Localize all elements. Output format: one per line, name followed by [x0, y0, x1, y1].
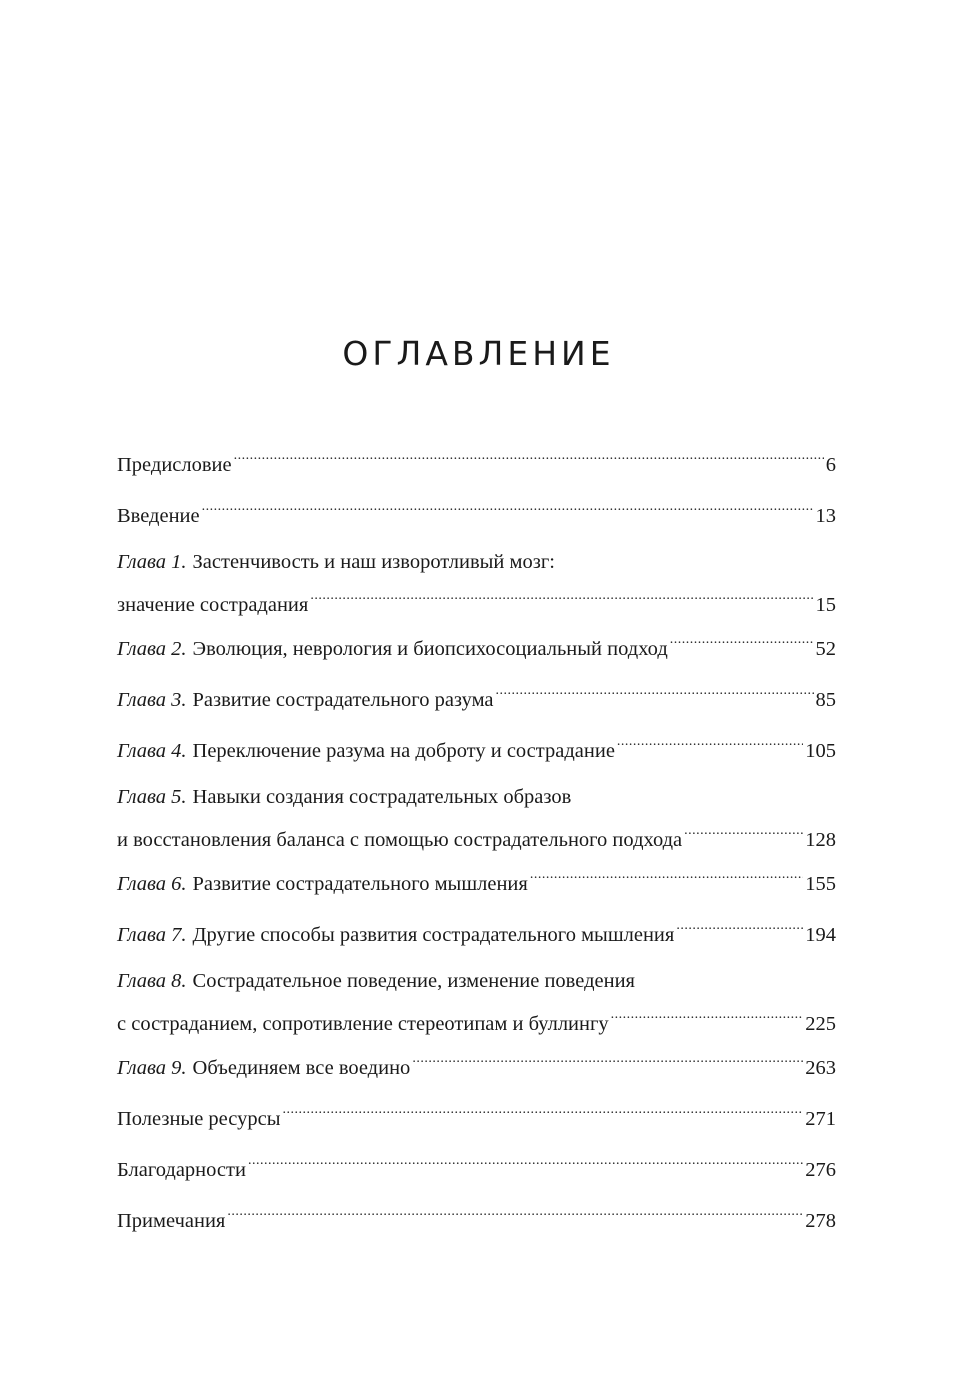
toc-line	[117, 676, 836, 714]
toc-line	[117, 1044, 836, 1082]
chapter-label: Глава 3.	[117, 689, 187, 711]
chapter-label: Глава 1.	[117, 551, 187, 573]
page-number: 6	[825, 454, 836, 476]
dot-leader	[611, 1000, 804, 1030]
toc-entry-title: с состраданием, сопротивление стереотипам и буллингу	[117, 1013, 609, 1035]
chapter-label: Глава 7.	[117, 924, 187, 946]
toc-line	[117, 1146, 836, 1184]
page-number: 225	[805, 1013, 836, 1035]
toc-entry-title: Развитие сострадательного разума	[192, 689, 494, 711]
toc-entry[interactable]	[117, 727, 836, 765]
toc-entry-title: Переключение разума на доброту и сострадание	[192, 740, 615, 762]
toc-entry-title: Примечания	[117, 1210, 226, 1232]
toc-line	[117, 581, 836, 616]
page-number: 85	[815, 689, 836, 711]
dot-leader	[412, 1044, 803, 1074]
toc-entry-title: Застенчивость и наш изворотливый мозг:	[192, 551, 555, 573]
page-title: ОГЛАВЛЕНИЕ	[342, 334, 615, 373]
toc-entry-title: Благодарности	[117, 1159, 246, 1181]
page-number: 194	[805, 924, 836, 946]
dot-leader	[234, 441, 824, 471]
toc-entry[interactable]	[117, 441, 836, 479]
toc-entry-title: Другие способы развития сострадательного мышления	[192, 924, 675, 946]
toc-entry[interactable]	[117, 625, 836, 663]
toc-entry[interactable]	[117, 1044, 836, 1082]
page-number: 52	[815, 638, 836, 660]
toc-line	[117, 492, 836, 530]
toc-entry[interactable]	[117, 860, 836, 898]
toc-entry-title: значение сострадания	[117, 594, 309, 616]
dot-leader	[283, 1095, 804, 1125]
page-number: 13	[815, 505, 836, 527]
page-number: 278	[805, 1210, 836, 1232]
dot-leader	[248, 1146, 803, 1176]
page-number: 263	[805, 1057, 836, 1079]
toc-line	[117, 625, 836, 663]
toc-entry-title: Полезные ресурсы	[117, 1108, 281, 1130]
toc-line	[117, 816, 836, 851]
chapter-label: Глава 4.	[117, 740, 187, 762]
toc-line	[117, 778, 836, 816]
toc-entry[interactable]	[117, 1146, 836, 1184]
toc-line	[117, 962, 836, 1000]
toc-entry[interactable]	[117, 492, 836, 530]
toc-entry[interactable]	[117, 1095, 836, 1133]
page-number: 276	[805, 1159, 836, 1181]
toc-line	[117, 911, 836, 949]
page-number: 105	[805, 740, 836, 762]
toc-entry-title: Развитие сострадательного мышления	[192, 873, 528, 895]
toc-line	[117, 1095, 836, 1133]
dot-leader	[684, 816, 803, 846]
toc-entry-title: Введение	[117, 505, 200, 527]
toc-line	[117, 441, 836, 479]
dot-leader	[617, 727, 803, 757]
toc-entry[interactable]	[117, 962, 836, 1035]
toc-line	[117, 727, 836, 765]
toc-entry[interactable]	[117, 543, 836, 616]
page-number: 15	[815, 594, 836, 616]
toc-line	[117, 543, 836, 581]
toc-line	[117, 1197, 836, 1235]
dot-leader	[227, 1197, 803, 1227]
toc-entry-title: Предисловие	[117, 454, 232, 476]
chapter-label: Глава 8.	[117, 970, 187, 992]
dot-leader	[670, 625, 814, 655]
page-number: 271	[805, 1108, 836, 1130]
toc-entry-title: Объединяем все воедино	[192, 1057, 411, 1079]
toc-entry[interactable]	[117, 1197, 836, 1235]
chapter-label: Глава 9.	[117, 1057, 187, 1079]
toc-entry[interactable]	[117, 911, 836, 949]
chapter-label: Глава 6.	[117, 873, 187, 895]
toc-entry[interactable]	[117, 778, 836, 851]
dot-leader	[202, 492, 814, 522]
toc-entry-title: Навыки создания сострадательных образов	[192, 786, 572, 808]
dot-leader	[310, 581, 813, 611]
chapter-label: Глава 2.	[117, 638, 187, 660]
chapter-label: Глава 5.	[117, 786, 187, 808]
page-number: 128	[805, 829, 836, 851]
page-number: 155	[805, 873, 836, 895]
toc-entry[interactable]	[117, 676, 836, 714]
toc-line	[117, 1000, 836, 1035]
toc-entry-title: Эволюция, неврология и биопсихосоциальный подход	[192, 638, 668, 660]
dot-leader	[676, 911, 803, 941]
toc-entry-title: и восстановления баланса с помощью сострадательного подхода	[117, 829, 683, 851]
dot-leader	[496, 676, 814, 706]
toc-entry-title: Сострадательное поведение, изменение поведения	[192, 970, 635, 992]
dot-leader	[530, 860, 803, 890]
table-of-contents	[117, 441, 836, 1248]
toc-line	[117, 860, 836, 898]
